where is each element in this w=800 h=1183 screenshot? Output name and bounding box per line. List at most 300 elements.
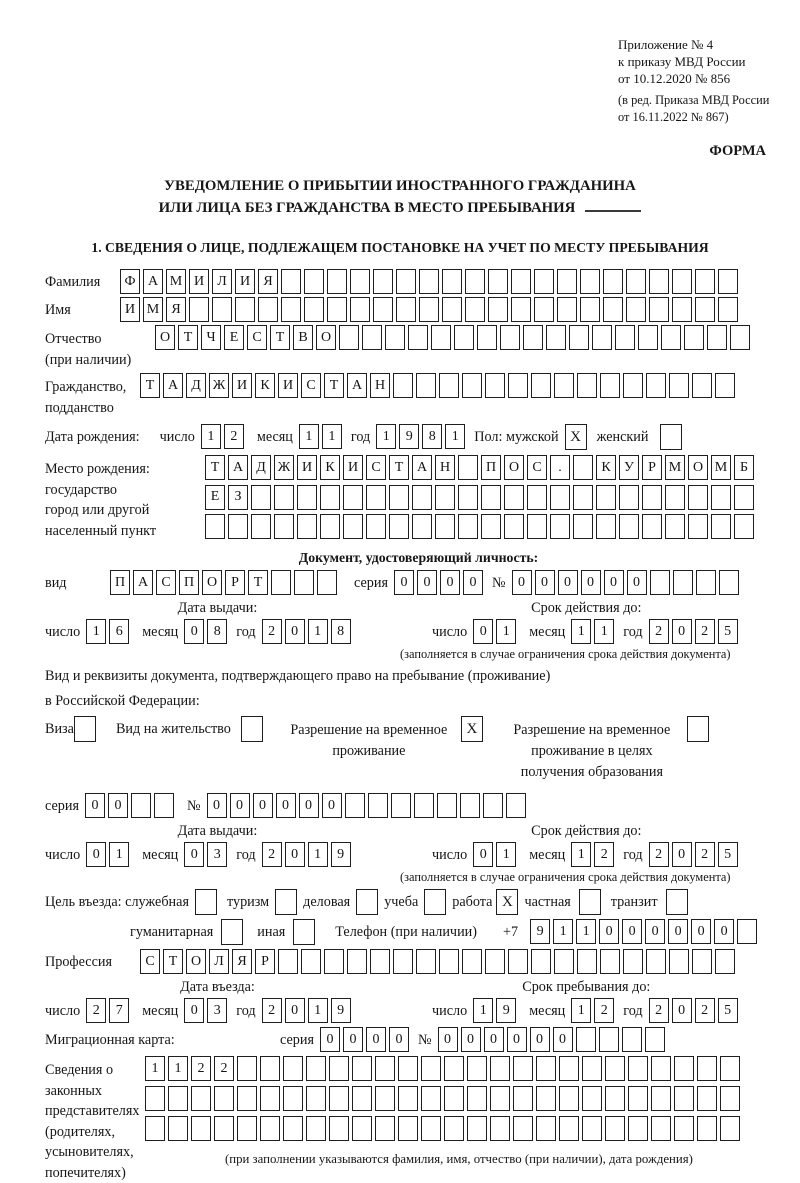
char-cell: О (688, 455, 708, 480)
private-checkbox (579, 889, 601, 915)
purpose-row2 (130, 919, 792, 945)
char-cell: О (186, 949, 206, 974)
char-cell (692, 373, 712, 398)
char-cell: О (155, 325, 175, 350)
char-cell (483, 793, 503, 818)
char-cell: 0 (672, 998, 692, 1023)
char-cell (697, 1056, 717, 1081)
char-cell: 1 (308, 842, 328, 867)
char-cell (615, 325, 635, 350)
char-cell: 1 (145, 1056, 165, 1081)
visa-label: Виза (45, 721, 74, 737)
char-cell: 3 (207, 998, 227, 1023)
char-cell: 2 (262, 619, 282, 644)
issue-date-caption: Дата выдачи: (177, 600, 258, 616)
char-cell (557, 269, 577, 294)
permit-series-label: серия (45, 798, 79, 814)
char-cell: 2 (191, 1056, 211, 1081)
char-cell (462, 949, 482, 974)
char-cell: Т (205, 455, 225, 480)
char-cell: 2 (86, 998, 106, 1023)
char-cell: С (156, 570, 176, 595)
char-cell (251, 514, 271, 539)
char-cell: К (255, 373, 275, 398)
char-cell: 0 (507, 1027, 527, 1052)
char-cell (214, 1116, 234, 1141)
doc-number-cells (512, 570, 742, 595)
char-cell: 0 (207, 793, 227, 818)
char-cell (695, 297, 715, 322)
phone-prefix: +7 (502, 924, 519, 940)
doc-issue-year-cells (262, 619, 354, 644)
char-cell: 1 (496, 842, 516, 867)
char-cell: 0 (473, 842, 493, 867)
permit-issue-month-cells (184, 842, 230, 867)
permit-valid-month-cells (571, 842, 617, 867)
char-cell (467, 1116, 487, 1141)
char-cell (444, 1086, 464, 1111)
char-cell (297, 514, 317, 539)
char-cell: О (202, 570, 222, 595)
char-cell: . (550, 455, 570, 480)
birthdate-label: Дата рождения: (45, 429, 140, 445)
char-cell: С (247, 325, 267, 350)
char-cell (688, 485, 708, 510)
title-blank-underline (585, 210, 641, 212)
humanitarian-checkbox (221, 919, 243, 945)
appendix-amendment-line: (в ред. Приказа МВД России (618, 93, 770, 107)
char-cell (626, 297, 646, 322)
char-cell (281, 297, 301, 322)
char-cell: 9 (496, 998, 516, 1023)
char-cell: 0 (276, 793, 296, 818)
char-cell (154, 793, 174, 818)
char-cell (536, 1056, 556, 1081)
char-cell (439, 949, 459, 974)
char-cell (398, 1056, 418, 1081)
stay-until-caption: Срок пребывания до: (522, 979, 651, 995)
char-cell (343, 485, 363, 510)
form-title-line2: ИЛИ ЛИЦА БЕЗ ГРАЖДАНСТВА В МЕСТО ПРЕБЫВАНИЯ (158, 200, 576, 216)
char-cell: 2 (695, 842, 715, 867)
char-cell: 0 (672, 842, 692, 867)
char-cell (329, 1086, 349, 1111)
char-cell (297, 485, 317, 510)
char-cell (672, 269, 692, 294)
char-cell (327, 297, 347, 322)
char-cell: 0 (627, 570, 647, 595)
char-cell (444, 1116, 464, 1141)
year-label: год (350, 429, 371, 445)
char-cell: Т (324, 373, 344, 398)
char-cell (304, 297, 324, 322)
char-cell: Т (178, 325, 198, 350)
char-cell (649, 269, 669, 294)
char-cell (546, 325, 566, 350)
char-cell (711, 514, 731, 539)
permit-series-row (45, 793, 792, 818)
char-cell (600, 949, 620, 974)
char-cell (596, 485, 616, 510)
char-cell (730, 325, 750, 350)
char-cell (389, 485, 409, 510)
char-cell: А (347, 373, 367, 398)
char-cell (439, 373, 459, 398)
char-cell: П (110, 570, 130, 595)
patronymic-label: Отчество (при наличии) (45, 331, 132, 368)
char-cell: 2 (262, 998, 282, 1023)
char-cell: Н (435, 455, 455, 480)
char-cell (534, 269, 554, 294)
appendix-line: к приказу МВД России (618, 54, 746, 69)
char-cell (550, 485, 570, 510)
char-cell: 0 (285, 619, 305, 644)
char-cell (442, 297, 462, 322)
doc-dates-block (45, 600, 792, 662)
char-cell (278, 949, 298, 974)
char-cell: И (235, 269, 255, 294)
stay-year-cells (649, 998, 741, 1023)
right-doc-line1: Вид и реквизиты документа, подтверждающего право на пребывание (проживание) (45, 668, 551, 684)
char-cell (191, 1086, 211, 1111)
char-cell: 1 (322, 424, 342, 449)
char-cell: 1 (553, 919, 573, 944)
char-cell (646, 949, 666, 974)
char-cell (531, 949, 551, 974)
char-cell: К (320, 455, 340, 480)
char-cell (458, 514, 478, 539)
char-cell (421, 1056, 441, 1081)
doc-kind-label: вид (45, 575, 67, 591)
char-cell (619, 514, 639, 539)
char-cell: И (278, 373, 298, 398)
char-cell: 0 (184, 842, 204, 867)
char-cell (527, 514, 547, 539)
appendix-line: от 10.12.2020 № 856 (618, 71, 731, 86)
char-cell (734, 485, 754, 510)
char-cell: 0 (512, 570, 532, 595)
entry-year-cells (262, 998, 354, 1023)
char-cell (506, 793, 526, 818)
char-cell (145, 1086, 165, 1111)
char-cell: 2 (649, 998, 669, 1023)
phone-label: Телефон (при наличии) (335, 924, 477, 940)
migration-card-label: Миграционная карта: (45, 1032, 175, 1048)
char-cell (237, 1116, 257, 1141)
work-label: работа (452, 894, 493, 910)
char-cell (465, 297, 485, 322)
char-cell: 2 (649, 619, 669, 644)
char-cell: М (711, 455, 731, 480)
valid-note: (заполняется в случае ограничения срока действия документа) (400, 647, 731, 661)
char-cell: 0 (320, 1027, 340, 1052)
migration-card-row (45, 1027, 792, 1052)
char-cell (385, 325, 405, 350)
char-cell: З (228, 485, 248, 510)
char-cell: 0 (668, 919, 688, 944)
char-cell: 0 (461, 1027, 481, 1052)
permit-issue-day-cells (86, 842, 132, 867)
birthplace-cells-block (205, 455, 792, 544)
surname-row (45, 269, 792, 294)
char-cell (638, 325, 658, 350)
permit-valid-year-cells (649, 842, 741, 867)
doc-series-label: серия (354, 575, 388, 591)
char-cell (577, 949, 597, 974)
char-cell: 0 (645, 919, 665, 944)
doc-valid-month-cells (571, 619, 617, 644)
char-cell (352, 1056, 372, 1081)
char-cell (508, 949, 528, 974)
char-cell: М (166, 269, 186, 294)
name-cells (120, 297, 741, 322)
char-cell (373, 297, 393, 322)
char-cell: 1 (571, 998, 591, 1023)
char-cell: П (179, 570, 199, 595)
char-cell (454, 325, 474, 350)
char-cell: 0 (438, 1027, 458, 1052)
char-cell: 5 (718, 842, 738, 867)
char-cell (317, 570, 337, 595)
mc-series-label: серия (280, 1032, 314, 1048)
char-cell (623, 949, 643, 974)
char-cell (460, 793, 480, 818)
char-cell (603, 297, 623, 322)
char-cell (191, 1116, 211, 1141)
char-cell: 0 (366, 1027, 386, 1052)
doc-issue-group: Дата выдачи: число 1 6 месяц 0 8 год 2 0 1 8 (45, 600, 390, 662)
char-cell (168, 1116, 188, 1141)
char-cell (674, 1056, 694, 1081)
char-cell: 1 (109, 842, 129, 867)
entry-day-cells (86, 998, 132, 1023)
char-cell: Р (642, 455, 662, 480)
char-cell: 0 (184, 619, 204, 644)
char-cell (688, 514, 708, 539)
mc-series-cells (320, 1027, 412, 1052)
char-cell (651, 1056, 671, 1081)
char-cell: Т (270, 325, 290, 350)
char-cell (212, 297, 232, 322)
char-cell (504, 485, 524, 510)
char-cell: 1 (571, 619, 591, 644)
char-cell (465, 269, 485, 294)
char-cell (573, 485, 593, 510)
permit-number-label: № (186, 798, 201, 814)
residence-doc-options-row (45, 716, 792, 783)
char-cell (511, 297, 531, 322)
char-cell (673, 570, 693, 595)
residence-permit-checkbox (241, 716, 263, 742)
char-cell (628, 1086, 648, 1111)
char-cell: Д (186, 373, 206, 398)
birthplace-cells-row1 (205, 455, 757, 480)
char-cell (734, 514, 754, 539)
stay-month-cells (571, 998, 617, 1023)
mc-number-cells (438, 1027, 668, 1052)
birth-day-cells (201, 424, 247, 449)
char-cell: И (232, 373, 252, 398)
char-cell: Т (163, 949, 183, 974)
work-checkbox: X (496, 889, 518, 915)
char-cell (362, 325, 382, 350)
char-cell (393, 373, 413, 398)
char-cell (550, 514, 570, 539)
char-cell: Ж (274, 455, 294, 480)
permit-issue-year-cells (262, 842, 354, 867)
permit-number-cells (207, 793, 529, 818)
char-cell (559, 1116, 579, 1141)
id-doc-heading: Документ, удостоверяющий личность: (298, 550, 539, 565)
char-cell (531, 373, 551, 398)
char-cell: О (504, 455, 524, 480)
entry-purpose-row (45, 889, 792, 915)
char-cell (235, 297, 255, 322)
permit-valid-group: Срок действия до: число 0 1 месяц 1 2 год 2 0 2 5 (заполняется в случае ограничения срока действия документа) (432, 823, 741, 885)
char-cell (642, 485, 662, 510)
char-cell (283, 1056, 303, 1081)
char-cell (304, 269, 324, 294)
char-cell (419, 297, 439, 322)
char-cell (301, 949, 321, 974)
char-cell (719, 570, 739, 595)
char-cell: К (596, 455, 616, 480)
char-cell: С (366, 455, 386, 480)
char-cell (737, 919, 757, 944)
char-cell (582, 1086, 602, 1111)
entry-month-cells (184, 998, 230, 1023)
char-cell (370, 949, 390, 974)
char-cell: А (143, 269, 163, 294)
char-cell: 0 (473, 619, 493, 644)
char-cell (697, 1116, 717, 1141)
char-cell (605, 1086, 625, 1111)
char-cell (352, 1116, 372, 1141)
char-cell: У (619, 455, 639, 480)
char-cell (435, 485, 455, 510)
char-cell: В (293, 325, 313, 350)
char-cell: 0 (553, 1027, 573, 1052)
char-cell (720, 1116, 740, 1141)
char-cell (628, 1116, 648, 1141)
char-cell (366, 485, 386, 510)
char-cell (283, 1086, 303, 1111)
char-cell (329, 1056, 349, 1081)
char-cell (145, 1116, 165, 1141)
doc-issue-day-cells (86, 619, 132, 644)
name-row (45, 297, 792, 322)
char-cell (596, 514, 616, 539)
mc-number-label: № (417, 1032, 432, 1048)
char-cell (467, 1056, 487, 1081)
char-cell (674, 1086, 694, 1111)
char-cell (258, 297, 278, 322)
char-cell (718, 297, 738, 322)
char-cell (642, 514, 662, 539)
profession-label: Профессия (45, 954, 112, 970)
char-cell: Я (166, 297, 186, 322)
birthplace-row (45, 455, 792, 544)
char-cell (237, 1056, 257, 1081)
char-cell (695, 269, 715, 294)
char-cell: 0 (285, 842, 305, 867)
char-cell (274, 485, 294, 510)
char-cell (205, 514, 225, 539)
char-cell (720, 1086, 740, 1111)
char-cell (389, 514, 409, 539)
char-cell (458, 455, 478, 480)
char-cell: О (316, 325, 336, 350)
char-cell: 0 (285, 998, 305, 1023)
citizenship-label: Гражданство, подданство (45, 379, 127, 416)
char-cell (320, 485, 340, 510)
representatives-note: (при заполнении указываются фамилия, имя, отчество (при наличии), дата рождения) (225, 1151, 693, 1166)
char-cell (665, 485, 685, 510)
char-cell: 1 (571, 842, 591, 867)
char-cell: 0 (108, 793, 128, 818)
char-cell (477, 325, 497, 350)
doc-number-label: № (491, 575, 506, 591)
business-label: деловая (303, 894, 351, 910)
char-cell (523, 325, 543, 350)
name-label: Имя (45, 302, 71, 318)
char-cell: Ж (209, 373, 229, 398)
char-cell: Л (212, 269, 232, 294)
char-cell (508, 373, 528, 398)
char-cell: 2 (594, 998, 614, 1023)
char-cell: Б (734, 455, 754, 480)
char-cell (559, 1056, 579, 1081)
char-cell: 0 (417, 570, 437, 595)
char-cell (577, 373, 597, 398)
char-cell (649, 297, 669, 322)
form-label: ФОРМА (709, 143, 766, 159)
char-cell: 0 (86, 842, 106, 867)
char-cell (651, 1116, 671, 1141)
char-cell (375, 1116, 395, 1141)
char-cell (513, 1116, 533, 1141)
right-doc-line2: в Российской Федерации: (45, 693, 200, 709)
char-cell (511, 269, 531, 294)
residence-permit-label: Вид на жительство (115, 721, 231, 737)
char-cell: 9 (399, 424, 419, 449)
char-cell (684, 325, 704, 350)
char-cell: С (301, 373, 321, 398)
char-cell (408, 325, 428, 350)
char-cell (306, 1116, 326, 1141)
char-cell (485, 373, 505, 398)
char-cell (327, 269, 347, 294)
char-cell (437, 793, 457, 818)
char-cell (488, 297, 508, 322)
char-cell: И (343, 455, 363, 480)
char-cell (661, 325, 681, 350)
char-cell (603, 269, 623, 294)
char-cell: 0 (714, 919, 734, 944)
profession-row (45, 949, 792, 974)
char-cell (421, 1116, 441, 1141)
char-cell (281, 269, 301, 294)
char-cell (412, 485, 432, 510)
char-cell: 1 (308, 998, 328, 1023)
char-cell (421, 1086, 441, 1111)
char-cell: 6 (109, 619, 129, 644)
char-cell: 0 (253, 793, 273, 818)
doc-valid-year-cells (649, 619, 741, 644)
char-cell (168, 1086, 188, 1111)
birthdate-sex-row (45, 424, 792, 450)
char-cell (412, 514, 432, 539)
